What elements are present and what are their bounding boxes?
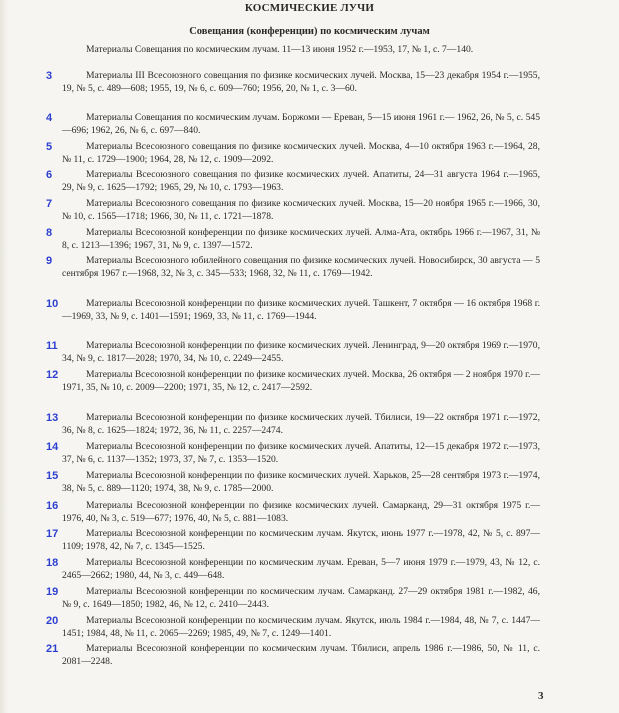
entry-number: 14 xyxy=(46,441,59,453)
entry-number: 6 xyxy=(46,169,53,181)
entry-number: 11 xyxy=(46,340,58,352)
entry-text: Материалы Всесоюзного юбилейного совещания по физике космических лучей. Новосибирск, 30 августа — 5 сентября 1967 г.—1968, 32, № 3, с. 345—533; 1968, 32, № 11, с. 1769—1942. xyxy=(62,255,540,279)
entry-number: 15 xyxy=(46,470,59,482)
entry-text: Материалы Всесоюзной конференции по космическим лучам. Якутск, июль 1984 г.—1984, 48, № 7, с. 1447—1451; 1984, 48, № 11, с. 2065—2269; 1985, 49, № 7, с. 1249—1401. xyxy=(62,615,540,639)
entry-text: Материалы Всесоюзного совещания по физике космических лучей. Апатиты, 24—31 августа 1964 г.—1965, 29, № 9, с. 1625—1792; 1965, 29, № 10, с. 1793—1963. xyxy=(62,169,540,193)
entry-text: Материалы Всесоюзной конференции по космическим лучам. Тбилиси, апрель 1986 г.—1986, 50, № 11, с. 2081—2248. xyxy=(62,643,540,667)
entry-text: Материалы Всесоюзного совещания по физике космических лучей. Москва, 15—20 ноября 1965 г.—1966, 30, № 10, с. 1565—1718; 1966, 30, № 11, с. 1721—1878. xyxy=(62,198,540,222)
entry-number: 19 xyxy=(46,586,59,598)
section-title: Совещания (конференции) по космическим лучам xyxy=(189,26,430,37)
entry-text: Материалы III Всесоюзного совещания по физике космических лучей. Москва, 15—23 декабря 1954 г.—1955, 19, № 5, с. 489—608; 1955, 19, № 6, с. 609—760; 1956, 20, № 1, с. 3—60. xyxy=(62,70,540,94)
entry-number: 18 xyxy=(46,557,59,569)
entry-number: 12 xyxy=(46,369,59,381)
entry-number: 17 xyxy=(46,528,59,540)
entry-number: 10 xyxy=(46,298,59,310)
entry-text: Материалы Всесоюзной конференции по физике космических лучей. Харьков, 25—28 сентября 1973 г.—1974, 38, № 5, с. 889—1120; 1974, 38, № 9, с. 1785—2000. xyxy=(62,470,540,494)
entry-number: 13 xyxy=(46,412,59,424)
entry-number: 20 xyxy=(46,615,59,627)
entry-text: Материалы Всесоюзной конференции по физике космических лучей. Тбилиси, 19—22 октября 1971 г.—1972, 36, № 8, с. 1625—1824; 1972, 36, № 11, с. 2257—2474. xyxy=(62,412,540,436)
entry-text: Материалы Всесоюзной конференции по физике космических лучей. Ташкент, 7 октября — 16 октября 1968 г.—1969, 33, № 9, с. 1401—1591; 1969, 33, № 11, с. 1769—1944. xyxy=(62,298,540,322)
page-number: 3 xyxy=(538,690,544,702)
entry-number: 3 xyxy=(46,70,53,82)
entry-text: Материалы Совещания по космическим лучам. 11—13 июня 1952 г.—1953, 17, № 1, с. 7—140. xyxy=(86,44,474,55)
entry-text: Материалы Всесоюзной конференции по физике космических лучей. Алма-Ата, октябрь 1966 г.—1967, 31, № 8, с. 1213—1396; 1967, 31, № 9, с. 1397—1572. xyxy=(62,227,540,251)
entry-number: 7 xyxy=(46,198,53,210)
entry-number: 4 xyxy=(46,112,53,124)
scan-margin xyxy=(0,0,8,713)
page-header: КОСМИЧЕСКИЕ ЛУЧИ xyxy=(244,2,375,14)
entry-text: Материалы Всесоюзной конференции по космическим лучам. Ереван, 5—7 июня 1979 г.—1979, 43, № 12, с. 2465—2662; 1980, 44, № 3, с. 449—648. xyxy=(62,557,540,581)
entry-text: Материалы Всесоюзной конференции по физике космических лучей. Москва, 26 октября — 2 ноября 1970 г.—1971, 35, № 10, с. 2009—2200; 1971, 35, № 12, с. 2417—2592. xyxy=(62,369,541,393)
entry-number: 9 xyxy=(46,255,53,267)
entry-number: 5 xyxy=(46,141,53,153)
entry-text: Материалы Совещания по космическим лучам. Боржоми — Ереван, 5—15 июня 1961 г.— 1962, 26, № 5, с. 545—696; 1962, 26, № 6, с. 697—840. xyxy=(62,112,540,136)
entry-text: Материалы Всесоюзной конференции по космическим лучам. Самарканд. 27—29 октября 1981 г.—1982, 46, № 9, с. 1649—1850; 1982, 46, № 12, с. 2410—2443. xyxy=(62,586,540,610)
entry-number: 16 xyxy=(46,500,59,512)
entry-text: Материалы Всесоюзной конференции по космическим лучам. Якутск, июнь 1977 г.—1978, 42, № 5, с. 897—1109; 1978, 42, № 7, с. 1345—1525. xyxy=(62,528,540,552)
entry-text: Материалы Всесоюзной конференции по физике космических лучей. Ленинград, 9—20 октября 1969 г.—1970, 34, № 9, с. 1817—2028; 1970, 34, № 10, с. 2249—2455. xyxy=(62,340,540,364)
entry-text: Материалы Всесоюзного совещания по физике космических лучей. Москва, 4—10 октября 1963 г.—1964, 28, № 11, с. 1729—1900; 1964, 28, № 12, с. 1909—2092. xyxy=(62,141,540,165)
entry-text: Материалы Всесоюзной конференции по физике космических лучей. Апатиты, 12—15 декабря 1972 г.—1973, 37, № 6, с. 1137—1352; 1973, 37, № 7, с. 1353—1520. xyxy=(62,441,540,465)
entry-number: 21 xyxy=(46,643,59,655)
entry-number: 8 xyxy=(46,227,53,239)
entry-text: Материалы Всесоюзной конференции по физике космических лучей. Самарканд, 29—31 октября 1975 г.—1976, 40, № 3, с. 519—677; 1976, 40, № 5, с. 881—1083. xyxy=(62,500,540,524)
